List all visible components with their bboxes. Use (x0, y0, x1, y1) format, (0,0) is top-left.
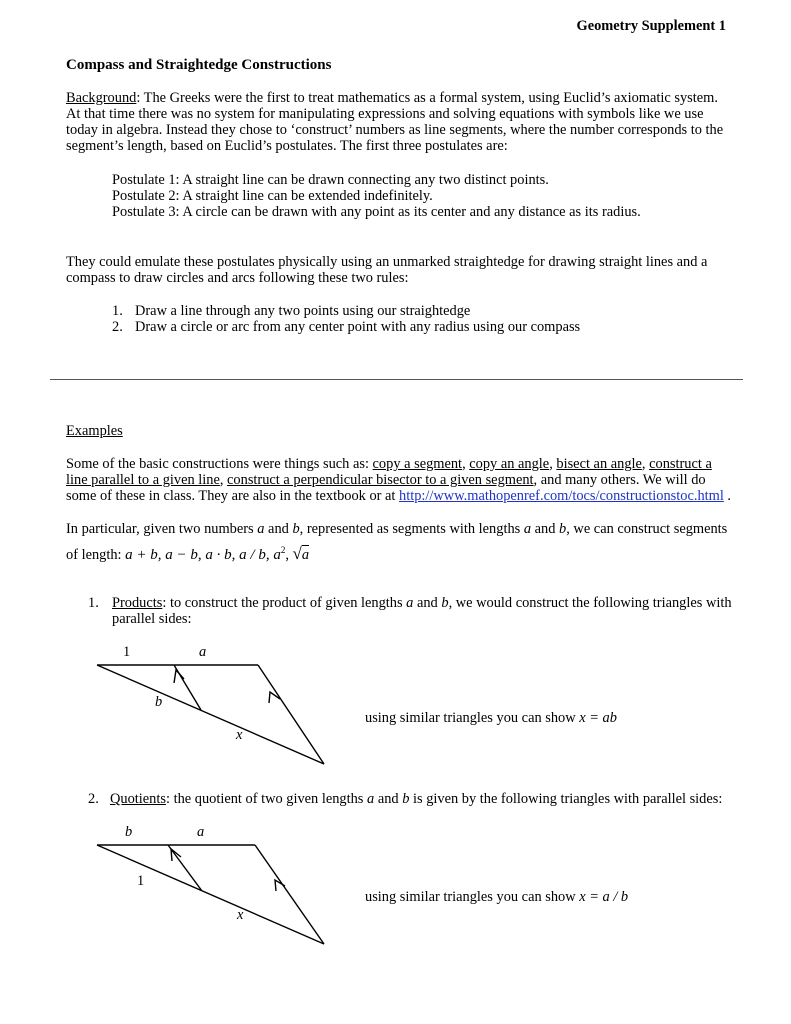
rule-2-number: 2. (112, 319, 123, 335)
item-1-line-2: parallel sides: (112, 611, 192, 627)
products-caption-text: using similar triangles you can show (365, 710, 580, 726)
rule-1-number: 1. (112, 303, 123, 319)
products-caption (365, 710, 617, 727)
fig1-label-diag-upper: b (155, 694, 163, 710)
item-2-number: 2. (88, 791, 99, 807)
item-2-var-b: b (402, 791, 410, 807)
fig1-label-diag-lower: x (236, 727, 243, 743)
link-copy-segment: copy a segment (372, 456, 463, 472)
emulate-line-2: compass to draw circles and arcs following these two rules: (66, 270, 409, 286)
sqrt-symbol: √ (292, 543, 302, 563)
fig1-outer-arrow-icon (269, 692, 280, 703)
rule-2-text: Draw a circle or arc from any center point with any radius using our compass (135, 319, 581, 335)
fig1-label-top-right: a (199, 644, 207, 660)
emulate-line-1: They could emulate these postulates physically using an unmarked straightedge for drawing straight lines and a (66, 254, 708, 270)
mathopenref-link[interactable]: http://www.mathopenref.com/tocs/constructionstoc.html (399, 488, 724, 504)
p2-superscript: 2 (280, 545, 286, 555)
products-label: Products (112, 595, 163, 611)
quotients-caption (365, 889, 628, 906)
item-1-text-and: and (413, 595, 442, 611)
examples-tail: , and many others. We will do (533, 472, 706, 488)
p2-expressions: a + b, a − b, a · b, a / b, a (125, 546, 281, 563)
link-perpendicular-bisector: construct a perpendicular bisector to a given segment (227, 472, 534, 488)
item-2-text-2: is given by the following triangles with parallel sides: (409, 791, 723, 807)
p2-text-post: , we can construct segments (566, 521, 728, 537)
item-1-var-b: b (441, 595, 449, 611)
item-1-text-2: , we would construct the following triangles with (448, 595, 732, 611)
fig1-diagonal (97, 665, 324, 764)
item-1-text-1: : to construct the product of given lengths (162, 595, 407, 611)
fig2-label-top-left: b (125, 824, 133, 840)
item-1-var-a: a (406, 595, 414, 611)
background-label: Background (66, 90, 137, 106)
p2-var-a: a (257, 521, 265, 537)
background-line-2: At that time there was no system for manipulating expressions and solving equations with symbols like we use (66, 106, 704, 122)
quotients-caption-formula: x = a / b (579, 889, 629, 905)
page-title: Compass and Straightedge Constructions (66, 57, 332, 73)
background-text-1: : The Greeks were the first to treat mathematics as a formal system, using Euclid’s axiomatic system. (136, 90, 718, 106)
link-line-parallel: line parallel to a given line (66, 472, 220, 488)
item-2-text-and: and (374, 791, 403, 807)
postulate-2: Postulate 2: A straight line can be extended indefinitely. (112, 188, 433, 204)
item-1-line-1 (112, 595, 732, 612)
rule-1-text: Draw a line through any two points using our straightedge (135, 303, 471, 319)
p2-var-b-2: b (559, 521, 567, 537)
examples-heading: Examples (66, 423, 123, 439)
p2-text-mid: , represented as segments with lengths (299, 521, 524, 537)
p2-comma: , (285, 546, 293, 563)
background-line-1 (66, 90, 718, 107)
link-copy-angle: copy an angle (469, 456, 550, 472)
fig1-label-top-left: 1 (123, 644, 131, 660)
fig2-label-diag-upper: 1 (137, 873, 145, 889)
link-construct-a: construct a (649, 456, 712, 472)
item-2-text-1: : the quotient of two given lengths (165, 791, 368, 807)
examples-p1-line-1: Some of the basic constructions were things such as: copy a segment, copy an angle, bisect an angle, construct a (66, 456, 712, 472)
examples-intro: Some of the basic constructions were things such as: (66, 456, 373, 472)
examples-p2-line-2 (66, 542, 309, 563)
fig1-inner-arrow-icon (174, 670, 184, 683)
fig2-label-diag-lower: x (237, 907, 244, 923)
p2-text-and: and (264, 521, 293, 537)
products-caption-formula: x = ab (579, 710, 617, 726)
fig2-label-top-right: a (197, 824, 205, 840)
examples-p1-line-2: line parallel to a given line, construct a perpendicular bisector to a given segment, and many others. We will do (66, 472, 706, 488)
p2-of-length: of length: (66, 546, 126, 563)
p2-text-a: In particular, given two numbers (66, 521, 258, 537)
quotients-label: Quotients (110, 791, 166, 807)
item-1-number: 1. (88, 595, 99, 611)
p2-var-b: b (292, 521, 300, 537)
quotients-caption-text: using similar triangles you can show (365, 889, 580, 905)
examples-p1-line-3 (66, 488, 731, 505)
p2-var-a-2: a (523, 521, 532, 537)
link-bisect-angle: bisect an angle (556, 456, 642, 472)
item-2-line-1 (110, 791, 722, 808)
examples-line3-pre: some of these in class. They are also in the textbook or at (66, 488, 400, 504)
examples-p2-line-1 (66, 521, 727, 538)
p2-text-and-2: and (531, 521, 560, 537)
document-header-title: Geometry Supplement 1 (576, 18, 726, 34)
p2-sqrt-a: a (301, 546, 310, 563)
quotients-figure (90, 820, 340, 955)
background-line-3: today in algebra. Instead they chose to ‘construct’ numbers as line segments, where the number corresponds to the (66, 122, 724, 138)
section-divider (50, 379, 743, 380)
postulate-3: Postulate 3: A circle can be drawn with any point as its center and any distance as its radius. (112, 204, 641, 220)
background-line-4: segment’s length, based on Euclid’s postulates. The first three postulates are: (66, 138, 508, 154)
examples-line3-post: . (723, 488, 732, 504)
postulate-1: Postulate 1: A straight line can be drawn connecting any two distinct points. (112, 172, 549, 188)
products-figure (90, 640, 340, 775)
item-2-var-a: a (367, 791, 375, 807)
